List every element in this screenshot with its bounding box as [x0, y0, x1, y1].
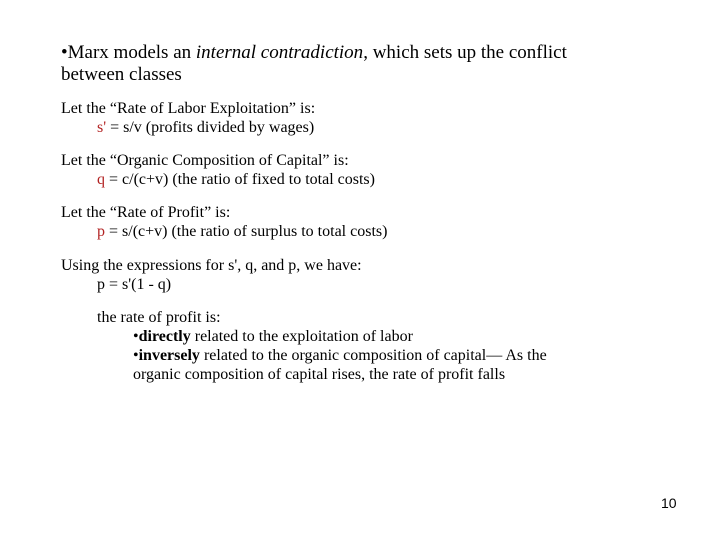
heading-text-post: , which sets up the conflict	[363, 42, 567, 63]
heading-bullet: •	[61, 42, 68, 63]
conclusion-block	[61, 308, 641, 384]
profit-rate-intro: Let the “Rate of Profit” is:	[61, 204, 231, 221]
heading-emphasis: internal contradiction	[195, 42, 364, 63]
exploitation-intro: Let the “Rate of Labor Exploitation” is:	[61, 100, 316, 117]
conclusion-bold-inversely: inversely	[138, 347, 200, 364]
exploitation-symbol: s'	[97, 119, 107, 136]
expressions-intro: Using the expressions for s', q, and p, we have:	[61, 257, 362, 274]
conclusion-bullet-1: •	[133, 328, 139, 345]
conclusion-item-directly	[61, 327, 641, 346]
composition-symbol: q	[97, 171, 105, 188]
exploitation-formula-line	[61, 118, 315, 137]
conclusion-item1-text: related to the exploitation of labor	[190, 328, 413, 345]
profit-rate-symbol: p	[97, 223, 105, 240]
expressions-block	[61, 256, 362, 294]
conclusion-bullet-2: •	[133, 347, 139, 364]
exploitation-block	[61, 99, 315, 137]
composition-formula: = c/(c+v) (the ratio of fixed to total costs)	[105, 171, 375, 188]
composition-formula-line	[61, 170, 375, 189]
conclusion-item2-text: related to the organic composition of capital— As the	[199, 347, 547, 364]
exploitation-formula: = s/v (profits divided by wages)	[106, 119, 315, 136]
page-number: 10	[661, 495, 677, 511]
composition-intro: Let the “Organic Composition of Capital” is:	[61, 152, 349, 169]
profit-rate-formula-line	[61, 222, 387, 241]
heading-line2: between classes	[61, 64, 182, 85]
conclusion-bold-directly: directly	[138, 328, 191, 345]
composition-block	[61, 151, 375, 189]
profit-rate-block	[61, 203, 387, 241]
expressions-result: p = s'(1 - q)	[97, 276, 172, 293]
conclusion-item-inversely	[61, 346, 641, 365]
conclusion-item2-line2: organic composition of capital rises, the rate of profit falls	[133, 366, 506, 383]
profit-rate-formula: = s/(c+v) (the ratio of surplus to total costs)	[105, 223, 388, 240]
conclusion-intro: the rate of profit is:	[97, 309, 221, 326]
heading-text-pre: Marx models an	[67, 42, 196, 63]
slide-heading	[61, 42, 681, 86]
